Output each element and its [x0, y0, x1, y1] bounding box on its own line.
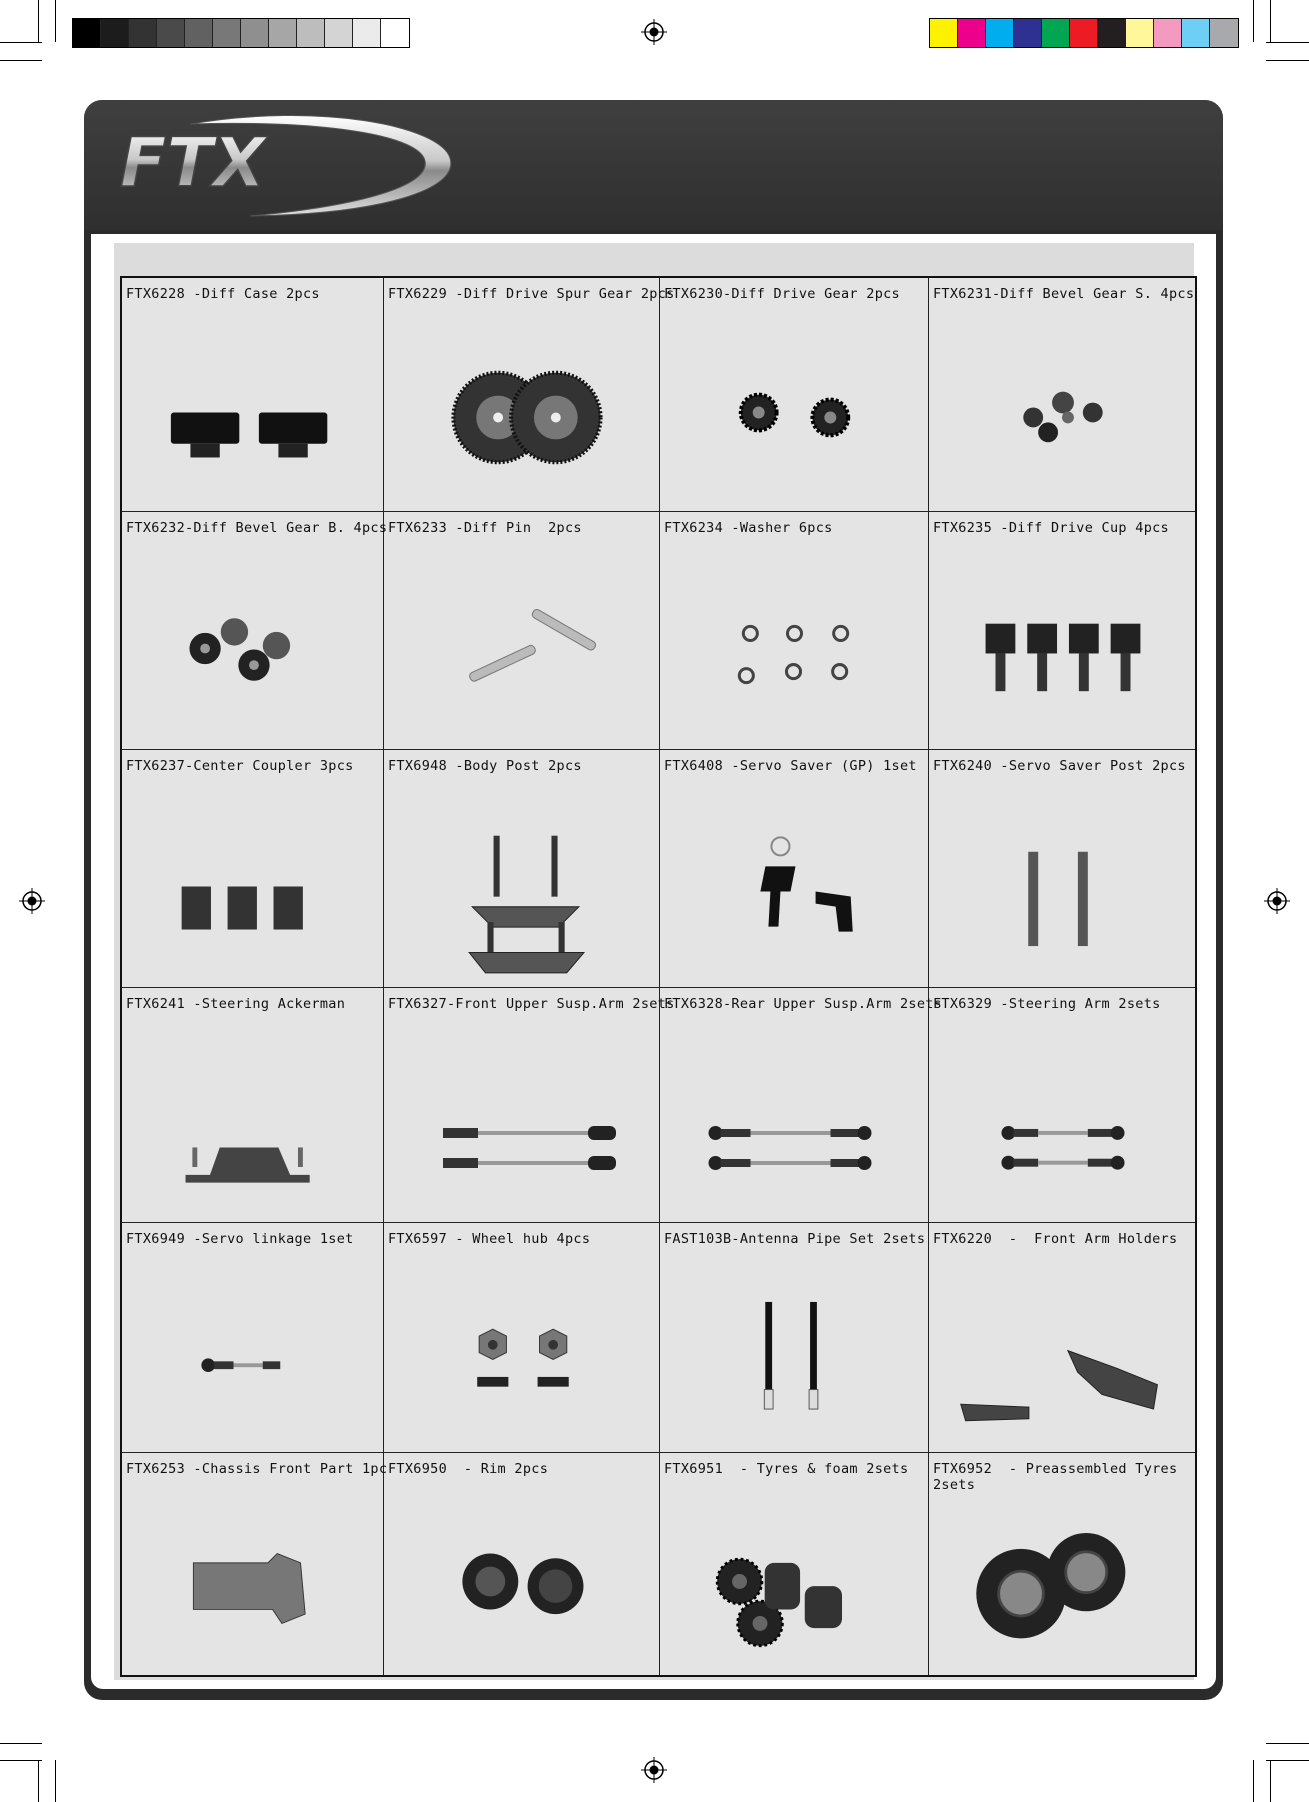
color-swatch	[241, 19, 269, 47]
diff-pin-icon	[384, 552, 660, 745]
turnbuckle-c-icon	[929, 1028, 1195, 1218]
turnbuckle-a-icon	[384, 1028, 660, 1218]
part-cell	[384, 512, 660, 750]
color-swatch	[1210, 19, 1238, 47]
color-swatch	[73, 19, 101, 47]
color-swatch	[1098, 19, 1126, 47]
color-swatch	[157, 19, 185, 47]
part-cell	[384, 278, 675, 512]
registration-mark-icon	[19, 888, 45, 914]
crop-mark	[1253, 1760, 1254, 1802]
rim-icon	[384, 1493, 660, 1670]
color-swatch	[353, 19, 381, 47]
part-cell	[122, 750, 384, 988]
part-cell	[122, 1223, 384, 1453]
registration-mark-icon	[641, 1757, 667, 1783]
part-label: FTX6220 - Front Arm Holders	[933, 1231, 1178, 1247]
color-swatch	[1070, 19, 1098, 47]
part-label: FTX6235 -Diff Drive Cup 4pcs	[933, 520, 1169, 536]
crop-mark	[0, 42, 42, 43]
part-cell	[929, 750, 1195, 988]
part-cell	[660, 512, 929, 750]
color-swatch	[213, 19, 241, 47]
spur-gear-icon	[384, 318, 660, 507]
part-label: FTX6948 -Body Post 2pcs	[388, 758, 582, 774]
crop-mark	[0, 1743, 42, 1744]
crop-mark	[1270, 0, 1271, 42]
part-cell	[660, 1223, 929, 1453]
part-label: FTX6230-Diff Drive Gear 2pcs	[664, 286, 900, 302]
part-label: FTX6597 - Wheel hub 4pcs	[388, 1231, 591, 1247]
color-swatch	[325, 19, 353, 47]
part-cell	[660, 278, 929, 512]
part-label: FTX6951 - Tyres & foam 2sets	[664, 1461, 909, 1477]
part-label: FTX6233 -Diff Pin 2pcs	[388, 520, 582, 536]
part-label: FTX6232-Diff Bevel Gear B. 4pcs	[126, 520, 388, 536]
part-label: FTX6952 - Preassembled Tyres 2sets	[933, 1461, 1178, 1493]
color-swatch	[381, 19, 409, 47]
part-cell	[929, 512, 1195, 750]
crop-mark	[38, 0, 39, 42]
registration-mark-icon	[641, 19, 667, 45]
color-swatch	[1126, 19, 1154, 47]
part-cell	[384, 1223, 660, 1453]
grayscale-color-bar	[72, 18, 410, 48]
part-cell	[122, 278, 384, 512]
part-label: FAST103B-Antenna Pipe Set 2sets	[664, 1231, 926, 1247]
part-cell	[660, 988, 943, 1223]
crop-mark	[1270, 1760, 1271, 1802]
drive-cup-icon	[929, 552, 1195, 745]
part-label: FTX6241 -Steering Ackerman	[126, 996, 346, 1012]
wheel-hub-icon	[384, 1263, 660, 1448]
registration-mark-icon	[1264, 888, 1290, 914]
preassembled-tyres-icon	[929, 1493, 1195, 1670]
part-label: FTX6408 -Servo Saver (GP) 1set	[664, 758, 917, 774]
ftx-logo	[100, 106, 480, 226]
part-cell	[660, 750, 929, 988]
part-cell	[384, 988, 675, 1223]
servo-saver-icon	[660, 790, 929, 983]
crop-mark	[1266, 1743, 1309, 1744]
part-label: FTX6240 -Servo Saver Post 2pcs	[933, 758, 1186, 774]
color-swatch	[297, 19, 325, 47]
part-label: FTX6253 -Chassis Front Part 1pc	[126, 1461, 388, 1477]
part-label: FTX6327-Front Upper Susp.Arm 2sets	[388, 996, 675, 1012]
color-swatch	[1154, 19, 1182, 47]
part-cell	[122, 512, 388, 750]
part-label: FTX6234 -Washer 6pcs	[664, 520, 833, 536]
chassis-front-icon	[122, 1493, 384, 1670]
process-color-bar	[929, 18, 1239, 48]
color-swatch	[1042, 19, 1070, 47]
part-cell	[660, 1453, 929, 1675]
arm-holders-icon	[929, 1263, 1195, 1448]
part-cell	[929, 1223, 1195, 1453]
color-swatch	[101, 19, 129, 47]
color-swatch	[930, 19, 958, 47]
washer-icon	[660, 552, 929, 745]
antenna-icon	[660, 1263, 929, 1448]
ackerman-icon	[122, 1028, 384, 1218]
color-swatch	[269, 19, 297, 47]
part-cell	[122, 988, 384, 1223]
crop-mark	[55, 1760, 56, 1802]
crop-mark	[55, 0, 56, 42]
part-label: FTX6228 -Diff Case 2pcs	[126, 286, 320, 302]
part-cell	[122, 1453, 388, 1675]
crop-mark	[38, 1760, 39, 1802]
color-swatch	[1014, 19, 1042, 47]
color-swatch	[986, 19, 1014, 47]
diff-case-icon	[122, 318, 384, 507]
part-label: FTX6329 -Steering Arm 2sets	[933, 996, 1161, 1012]
part-cell	[384, 1453, 660, 1675]
saver-post-icon	[929, 790, 1195, 983]
color-swatch	[185, 19, 213, 47]
body-post-icon	[384, 790, 660, 983]
parts-grid	[120, 276, 1197, 1677]
svg-text:FTX: FTX	[120, 124, 266, 203]
part-label: FTX6950 - Rim 2pcs	[388, 1461, 549, 1477]
tyres-foam-icon	[660, 1493, 929, 1670]
part-label: FTX6231-Diff Bevel Gear S. 4pcs	[933, 286, 1195, 302]
color-swatch	[129, 19, 157, 47]
crop-mark	[1253, 0, 1254, 42]
crop-mark	[1266, 1760, 1309, 1761]
turnbuckle-b-icon	[660, 1028, 929, 1218]
crop-mark	[0, 60, 42, 61]
drive-gear-icon	[660, 318, 929, 507]
part-cell	[929, 278, 1195, 512]
part-cell	[929, 1453, 1195, 1675]
part-cell	[929, 988, 1195, 1223]
color-swatch	[1182, 19, 1210, 47]
color-swatch	[958, 19, 986, 47]
part-cell	[384, 750, 660, 988]
part-label: FTX6237-Center Coupler 3pcs	[126, 758, 354, 774]
crop-mark	[1266, 60, 1309, 61]
coupler-icon	[122, 790, 384, 983]
part-label: FTX6229 -Diff Drive Spur Gear 2pcs	[388, 286, 675, 302]
part-label: FTX6949 -Servo linkage 1set	[126, 1231, 354, 1247]
part-label: FTX6328-Rear Upper Susp.Arm 2sets	[664, 996, 943, 1012]
crop-mark	[0, 1760, 42, 1761]
crop-mark	[1266, 42, 1309, 43]
servo-linkage-icon	[122, 1263, 384, 1448]
bevel-small-icon	[929, 318, 1195, 507]
header-band	[84, 100, 1223, 230]
bevel-big-icon	[122, 552, 384, 745]
